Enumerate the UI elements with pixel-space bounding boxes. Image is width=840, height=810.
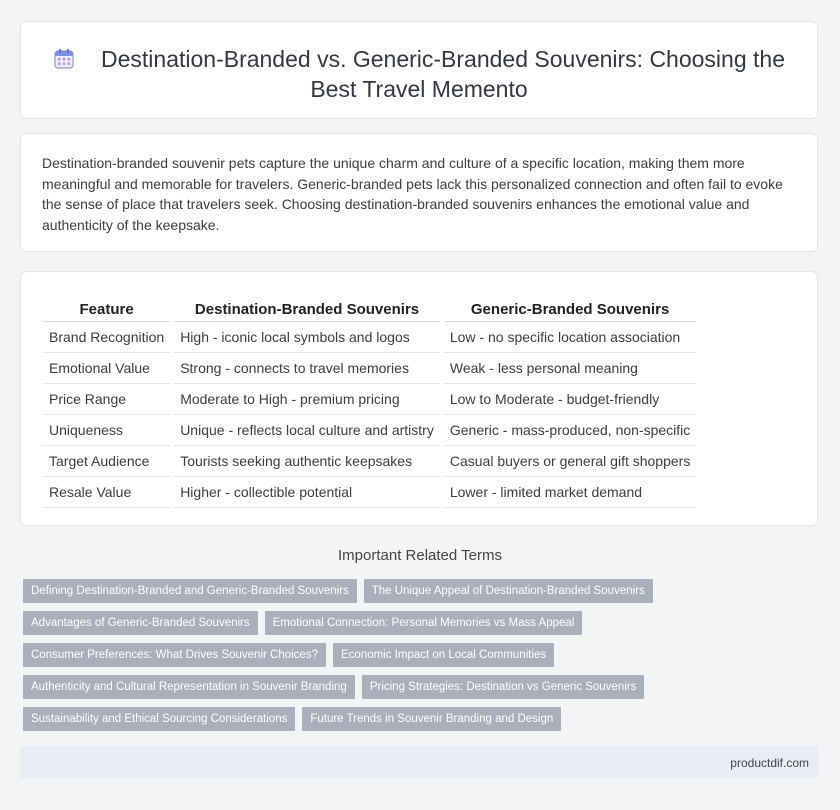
table-cell: Tourists seeking authentic keepsakes [172,446,442,477]
column-header-destination: Destination-Branded Souvenirs [172,296,442,322]
table-cell: Target Audience [43,446,172,477]
table-row [43,384,696,415]
column-header-feature: Feature [43,296,172,322]
table-row [43,322,696,353]
table-cell: Brand Recognition [43,322,172,353]
table-cell: Lower - limited market demand [442,477,696,508]
table-row [43,415,696,446]
table-cell: Unique - reflects local culture and artistry [172,415,442,446]
intro-paragraph: Destination-branded souvenir pets capture the unique charm and culture of a specific location, making them more meaningful and memorable for travelers. Generic-branded pets lack this personalized connection and often fail to evoke the sense of place that travelers seek. Choosing destination-branded souvenirs enhances the emotional value and authenticity of the keepsake. [42,155,783,233]
table-cell: Weak - less personal meaning [442,353,696,384]
table-cell: Higher - collectible potential [172,477,442,508]
table-cell: Strong - connects to travel memories [172,353,442,384]
calendar-icon [53,47,75,69]
related-term-tag[interactable]: Defining Destination-Branded and Generic-Branded Souvenirs [23,579,357,603]
related-terms-heading: Important Related Terms [338,547,502,564]
footer-site-link[interactable]: productdif.com [730,756,809,770]
page-title-block [41,44,797,104]
table-cell: Low to Moderate - budget-friendly [442,384,696,415]
related-term-tag[interactable]: Economic Impact on Local Communities [333,643,554,667]
table-row [43,353,696,384]
related-term-tag[interactable]: Authenticity and Cultural Representation in Souvenir Branding [23,675,355,699]
page-title: Destination-Branded vs. Generic-Branded Souvenirs: Choosing the Best Travel Memento [101,46,785,102]
related-term-tag[interactable]: The Unique Appeal of Destination-Branded Souvenirs [364,579,653,603]
related-term-tag[interactable]: Pricing Strategies: Destination vs Generic Souvenirs [362,675,645,699]
table-cell: Moderate to High - premium pricing [172,384,442,415]
column-header-generic: Generic-Branded Souvenirs [442,296,696,322]
table-row [43,446,696,477]
table-cell: Low - no specific location association [442,322,696,353]
table-cell: Emotional Value [43,353,172,384]
related-term-tag[interactable]: Future Trends in Souvenir Branding and Design [302,707,561,731]
header-card [20,21,818,119]
table-cell: Casual buyers or general gift shoppers [442,446,696,477]
related-term-tag[interactable]: Sustainability and Ethical Sourcing Considerations [23,707,295,731]
related-term-tag[interactable]: Advantages of Generic-Branded Souvenirs [23,611,258,635]
related-term-tag[interactable]: Emotional Connection: Personal Memories vs Mass Appeal [265,611,583,635]
table-row [43,477,696,508]
footer-bar [20,746,818,778]
table-cell: Uniqueness [43,415,172,446]
related-term-tag[interactable]: Consumer Preferences: What Drives Souvenir Choices? [23,643,326,667]
comparison-card [20,271,818,526]
table-cell: Price Range [43,384,172,415]
table-header-row [43,296,696,322]
table-cell: Resale Value [43,477,172,508]
table-cell: High - iconic local symbols and logos [172,322,442,353]
comparison-table [43,296,696,508]
intro-card [20,133,818,252]
table-cell: Generic - mass-produced, non-specific [442,415,696,446]
related-terms-list [23,579,803,739]
